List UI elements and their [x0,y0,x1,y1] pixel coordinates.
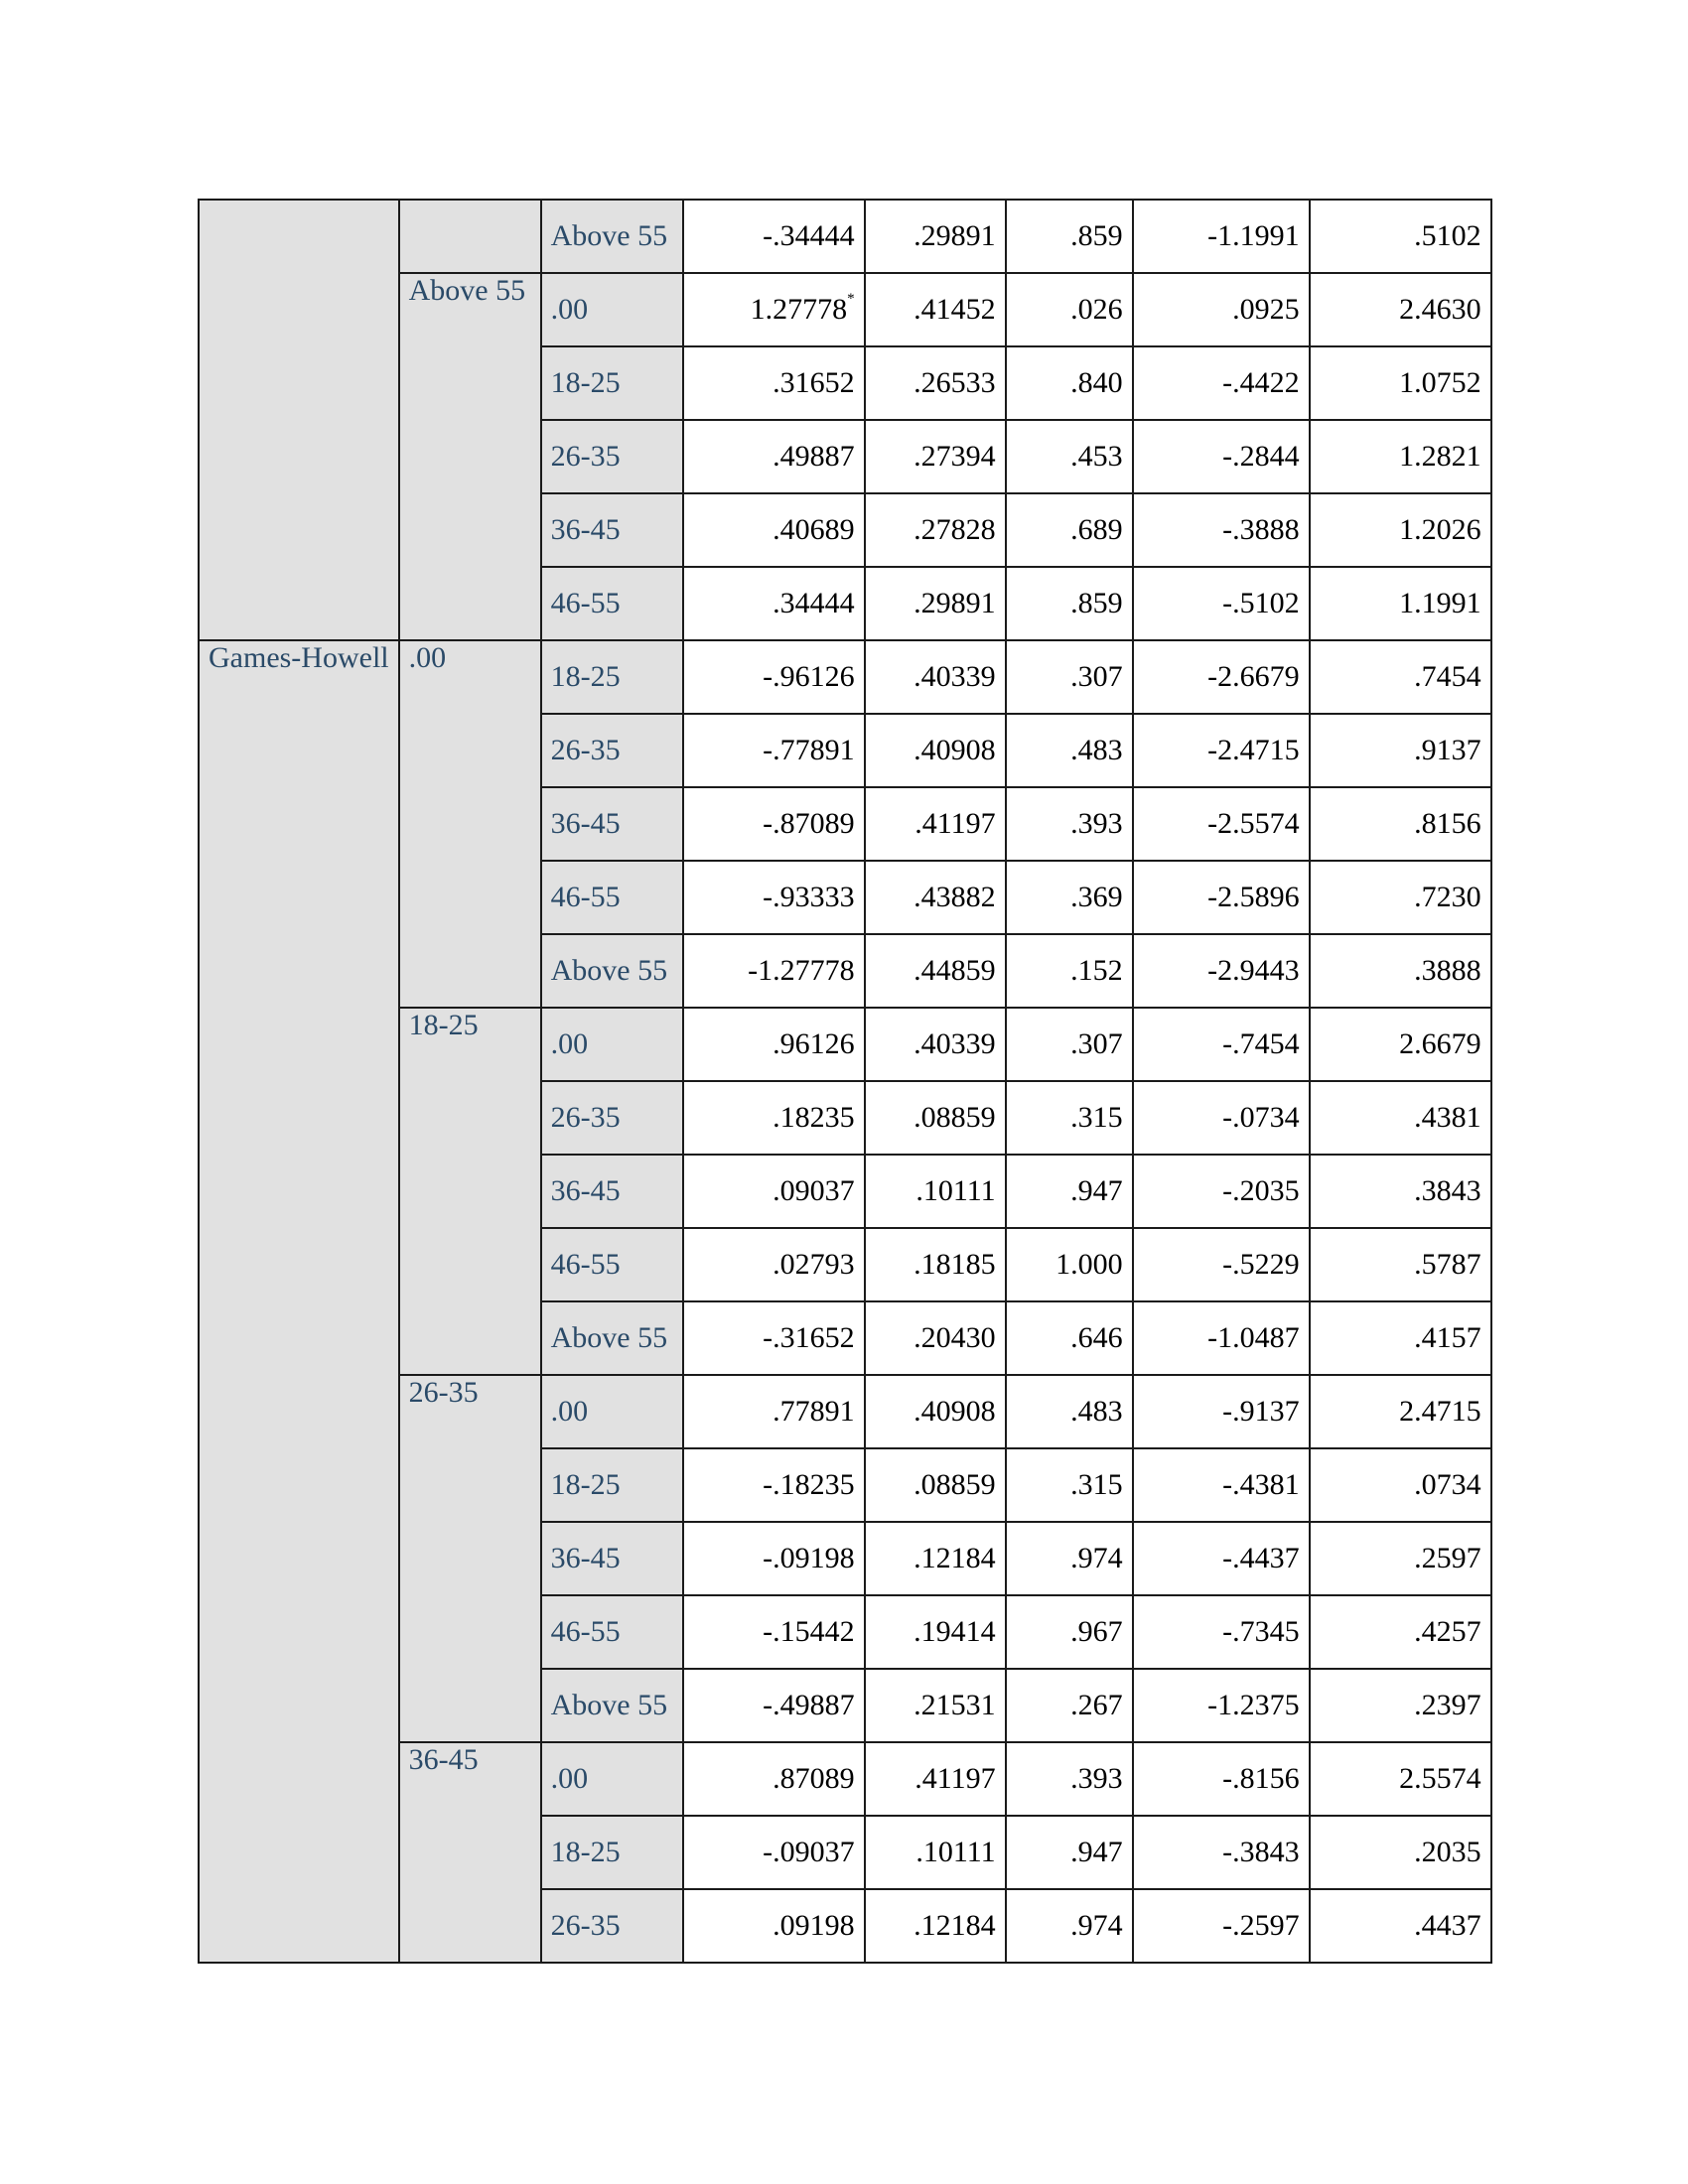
mean-difference-value: .09037 [773,1174,855,1207]
std-error-cell: .08859 [865,1448,1006,1522]
mean-difference-value: -.34444 [763,219,855,252]
group-j-label: 36-45 [541,493,683,567]
sig-cell: .307 [1006,640,1133,714]
group-j-label: .00 [541,273,683,346]
lower-bound-cell: -1.0487 [1133,1301,1310,1375]
lower-bound-cell: -.5102 [1133,567,1310,640]
upper-bound-cell: .4381 [1310,1081,1491,1155]
std-error-cell: .41197 [865,1742,1006,1816]
sig-cell: .974 [1006,1889,1133,1963]
lower-bound-cell: -.2844 [1133,420,1310,493]
significance-marker: * [847,291,855,307]
mean-difference-value: -.09037 [763,1836,855,1868]
mean-difference-value: -.93333 [763,881,855,913]
mean-difference-value: .96126 [773,1027,855,1060]
group-j-label: 46-55 [541,1595,683,1669]
upper-bound-cell: 2.4630 [1310,273,1491,346]
sig-cell: .947 [1006,1155,1133,1228]
group-i-label: 36-45 [399,1742,541,1963]
mean-difference-cell [683,1155,865,1228]
sig-cell: .026 [1006,273,1133,346]
group-j-label: Above 55 [541,1301,683,1375]
mean-difference-value: .34444 [773,587,855,619]
std-error-cell: .29891 [865,200,1006,273]
mean-difference-value: -.87089 [763,807,855,840]
sig-cell: .267 [1006,1669,1133,1742]
std-error-cell: .12184 [865,1522,1006,1595]
lower-bound-cell: -.2035 [1133,1155,1310,1228]
group-i-label: .00 [399,640,541,1008]
sig-cell: .859 [1006,567,1133,640]
group-j-label: 46-55 [541,567,683,640]
mean-difference-cell [683,273,865,346]
group-j-label: 26-35 [541,1081,683,1155]
group-j-label: Above 55 [541,1669,683,1742]
sig-cell: .393 [1006,787,1133,861]
lower-bound-cell: -.8156 [1133,1742,1310,1816]
mean-difference-cell [683,1008,865,1081]
upper-bound-cell: .2597 [1310,1522,1491,1595]
mean-difference-cell [683,1301,865,1375]
lower-bound-cell: -.7454 [1133,1008,1310,1081]
mean-difference-cell [683,934,865,1008]
mean-difference-cell [683,346,865,420]
mean-difference-value: .40689 [773,513,855,546]
std-error-cell: .27828 [865,493,1006,567]
mean-difference-cell [683,1081,865,1155]
mean-difference-value: -1.27778 [748,954,855,987]
sig-cell: .859 [1006,200,1133,273]
group-j-label: .00 [541,1008,683,1081]
upper-bound-cell: 2.5574 [1310,1742,1491,1816]
group-j-label: 36-45 [541,787,683,861]
std-error-cell: .40908 [865,714,1006,787]
mean-difference-cell [683,1669,865,1742]
upper-bound-cell: 1.1991 [1310,567,1491,640]
upper-bound-cell: 1.2821 [1310,420,1491,493]
upper-bound-cell: .7230 [1310,861,1491,934]
std-error-cell: .40339 [865,1008,1006,1081]
std-error-cell: .26533 [865,346,1006,420]
group-j-label: 18-25 [541,1816,683,1889]
upper-bound-cell: .2035 [1310,1816,1491,1889]
std-error-cell: .43882 [865,861,1006,934]
group-j-label: Above 55 [541,200,683,273]
lower-bound-cell: -1.1991 [1133,200,1310,273]
mean-difference-value: 1.27778 [750,293,848,326]
lower-bound-cell: -.4381 [1133,1448,1310,1522]
mean-difference-cell [683,1522,865,1595]
lower-bound-cell: -.4422 [1133,346,1310,420]
std-error-cell: .19414 [865,1595,1006,1669]
group-j-label: 18-25 [541,1448,683,1522]
table-row [199,200,1491,273]
std-error-cell: .21531 [865,1669,1006,1742]
sig-cell: .315 [1006,1081,1133,1155]
mean-difference-cell [683,787,865,861]
upper-bound-cell: .2397 [1310,1669,1491,1742]
lower-bound-cell: .0925 [1133,273,1310,346]
group-j-label: 18-25 [541,346,683,420]
group-j-label: 46-55 [541,1228,683,1301]
mean-difference-value: -.96126 [763,660,855,693]
mean-difference-value: .31652 [773,366,855,399]
mean-difference-cell [683,714,865,787]
sig-cell: .369 [1006,861,1133,934]
lower-bound-cell: -.9137 [1133,1375,1310,1448]
mean-difference-cell [683,1448,865,1522]
lower-bound-cell: -.4437 [1133,1522,1310,1595]
method-label [199,200,399,640]
group-j-label: 26-35 [541,714,683,787]
mean-difference-cell [683,1889,865,1963]
group-i-label [399,200,541,273]
std-error-cell: .12184 [865,1889,1006,1963]
mean-difference-value: -.15442 [763,1615,855,1648]
upper-bound-cell: 1.2026 [1310,493,1491,567]
mean-difference-cell [683,1742,865,1816]
std-error-cell: .29891 [865,567,1006,640]
lower-bound-cell: -.2597 [1133,1889,1310,1963]
upper-bound-cell: 2.6679 [1310,1008,1491,1081]
lower-bound-cell: -2.5896 [1133,861,1310,934]
lower-bound-cell: -.0734 [1133,1081,1310,1155]
mean-difference-value: .02793 [773,1248,855,1281]
mean-difference-cell [683,567,865,640]
std-error-cell: .40339 [865,640,1006,714]
lower-bound-cell: -.7345 [1133,1595,1310,1669]
lower-bound-cell: -2.9443 [1133,934,1310,1008]
std-error-cell: .40908 [865,1375,1006,1448]
upper-bound-cell: .5787 [1310,1228,1491,1301]
group-i-label: 26-35 [399,1375,541,1742]
sig-cell: 1.000 [1006,1228,1133,1301]
mean-difference-value: .49887 [773,440,855,473]
std-error-cell: .10111 [865,1816,1006,1889]
group-j-label: 18-25 [541,640,683,714]
upper-bound-cell: 2.4715 [1310,1375,1491,1448]
mean-difference-cell [683,1228,865,1301]
group-j-label: .00 [541,1742,683,1816]
sig-cell: .974 [1006,1522,1133,1595]
group-j-label: 26-35 [541,1889,683,1963]
mean-difference-cell [683,493,865,567]
mean-difference-cell [683,1595,865,1669]
std-error-cell: .10111 [865,1155,1006,1228]
group-j-label: 36-45 [541,1155,683,1228]
sig-cell: .307 [1006,1008,1133,1081]
sig-cell: .840 [1006,346,1133,420]
std-error-cell: .41197 [865,787,1006,861]
mean-difference-value: -.49887 [763,1689,855,1721]
mean-difference-value: -.18235 [763,1468,855,1501]
group-j-label: Above 55 [541,934,683,1008]
sig-cell: .947 [1006,1816,1133,1889]
mean-difference-cell [683,200,865,273]
sig-cell: .453 [1006,420,1133,493]
std-error-cell: .08859 [865,1081,1006,1155]
sig-cell: .646 [1006,1301,1133,1375]
table-row [199,640,1491,714]
sig-cell: .483 [1006,1375,1133,1448]
method-label: Games-Howell [199,640,399,1963]
upper-bound-cell: .8156 [1310,787,1491,861]
lower-bound-cell: -2.5574 [1133,787,1310,861]
std-error-cell: .20430 [865,1301,1006,1375]
sig-cell: .967 [1006,1595,1133,1669]
mean-difference-cell [683,1375,865,1448]
std-error-cell: .44859 [865,934,1006,1008]
mean-difference-value: .18235 [773,1101,855,1134]
upper-bound-cell: .0734 [1310,1448,1491,1522]
sig-cell: .483 [1006,714,1133,787]
std-error-cell: .27394 [865,420,1006,493]
lower-bound-cell: -.3843 [1133,1816,1310,1889]
lower-bound-cell: -1.2375 [1133,1669,1310,1742]
lower-bound-cell: -2.4715 [1133,714,1310,787]
sig-cell: .689 [1006,493,1133,567]
upper-bound-cell: .3888 [1310,934,1491,1008]
upper-bound-cell: .7454 [1310,640,1491,714]
group-j-label: .00 [541,1375,683,1448]
mean-difference-value: .09198 [773,1909,855,1942]
mean-difference-value: .87089 [773,1762,855,1795]
mean-difference-cell [683,640,865,714]
lower-bound-cell: -2.6679 [1133,640,1310,714]
group-i-label: Above 55 [399,273,541,640]
upper-bound-cell: .5102 [1310,200,1491,273]
group-j-label: 26-35 [541,420,683,493]
lower-bound-cell: -.5229 [1133,1228,1310,1301]
upper-bound-cell: .9137 [1310,714,1491,787]
mean-difference-cell [683,1816,865,1889]
std-error-cell: .18185 [865,1228,1006,1301]
mean-difference-value: -.31652 [763,1321,855,1354]
sig-cell: .152 [1006,934,1133,1008]
group-i-label: 18-25 [399,1008,541,1375]
sig-cell: .393 [1006,1742,1133,1816]
upper-bound-cell: .4157 [1310,1301,1491,1375]
upper-bound-cell: .3843 [1310,1155,1491,1228]
group-j-label: 46-55 [541,861,683,934]
group-j-label: 36-45 [541,1522,683,1595]
multiple-comparisons-table [198,199,1492,1964]
upper-bound-cell: .4257 [1310,1595,1491,1669]
mean-difference-value: .77891 [773,1395,855,1428]
mean-difference-cell [683,861,865,934]
mean-difference-value: -.77891 [763,734,855,766]
mean-difference-cell [683,420,865,493]
lower-bound-cell: -.3888 [1133,493,1310,567]
mean-difference-value: -.09198 [763,1542,855,1574]
upper-bound-cell: 1.0752 [1310,346,1491,420]
upper-bound-cell: .4437 [1310,1889,1491,1963]
std-error-cell: .41452 [865,273,1006,346]
sig-cell: .315 [1006,1448,1133,1522]
